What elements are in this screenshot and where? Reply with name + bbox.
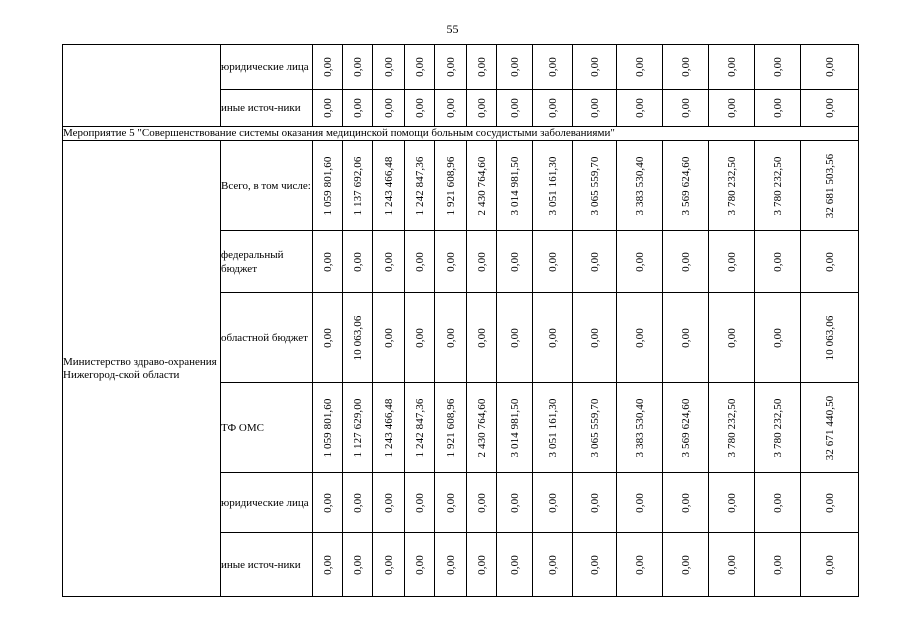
value-cell [373, 293, 405, 383]
value-text: 0,00 [633, 327, 646, 348]
value-text: 1 242 847,36 [413, 398, 426, 457]
value-cell [497, 383, 533, 473]
value-text: 0,00 [321, 251, 334, 272]
value-cell [801, 231, 859, 293]
value-cell [435, 90, 467, 127]
value-text: 0,00 [588, 554, 601, 575]
value-cell [467, 473, 497, 533]
value-text: 3 780 232,50 [725, 398, 738, 457]
value-text: 0,00 [444, 57, 457, 77]
value-cell [709, 473, 755, 533]
value-text: 0,00 [546, 492, 559, 513]
value-text: 2 430 764,60 [475, 398, 488, 457]
value-text: 0,00 [771, 98, 784, 118]
value-cell [573, 383, 617, 473]
value-text: 0,00 [679, 327, 692, 348]
value-text: 0,00 [475, 327, 488, 348]
value-text: 0,00 [546, 98, 559, 118]
activity-title: Мероприятие 5 "Совершенствование системы оказания медицинской помощи больным сосудистыми заболеваниями" [63, 127, 859, 141]
value-text: 0,00 [413, 554, 426, 575]
value-text: 0,00 [771, 57, 784, 77]
organization-cell: Министерство здраво-охранения Нижегород-ской области [63, 141, 221, 597]
funding-table [62, 44, 859, 597]
source-cell: юридические лица [221, 473, 313, 533]
value-cell [617, 90, 663, 127]
value-text: 0,00 [823, 492, 836, 513]
value-cell [313, 293, 343, 383]
value-text: 0,00 [382, 57, 395, 77]
value-cell [801, 45, 859, 90]
value-cell [709, 533, 755, 597]
value-text: 0,00 [633, 554, 646, 575]
value-cell [405, 533, 435, 597]
value-text: 0,00 [413, 492, 426, 513]
table-row [63, 45, 859, 90]
value-cell [755, 293, 801, 383]
value-text: 0,00 [588, 492, 601, 513]
source-cell: Всего, в том числе: [221, 141, 313, 231]
value-cell [755, 90, 801, 127]
value-text: 0,00 [823, 251, 836, 272]
value-cell [373, 141, 405, 231]
value-text: 0,00 [321, 492, 334, 513]
value-text: 0,00 [771, 492, 784, 513]
value-text: 0,00 [351, 492, 364, 513]
value-text: 0,00 [546, 327, 559, 348]
value-text: 0,00 [679, 251, 692, 272]
value-cell [467, 383, 497, 473]
value-cell [373, 533, 405, 597]
value-cell [663, 90, 709, 127]
value-text: 0,00 [508, 492, 521, 513]
value-text: 0,00 [444, 98, 457, 118]
value-text: 0,00 [546, 251, 559, 272]
value-text: 0,00 [546, 554, 559, 575]
value-text: 0,00 [588, 251, 601, 272]
value-text: 0,00 [508, 57, 521, 77]
value-cell [373, 383, 405, 473]
value-text: 0,00 [823, 98, 836, 118]
value-text: 0,00 [475, 492, 488, 513]
value-cell [617, 533, 663, 597]
value-text: 32 681 503,56 [823, 153, 836, 218]
value-text: 0,00 [679, 57, 692, 77]
value-cell [435, 141, 467, 231]
value-cell [435, 293, 467, 383]
value-cell [801, 141, 859, 231]
value-cell [373, 45, 405, 90]
value-cell [533, 141, 573, 231]
value-text: 3 383 530,40 [633, 398, 646, 457]
value-cell [467, 45, 497, 90]
value-cell [497, 533, 533, 597]
value-cell [573, 293, 617, 383]
value-text: 1 921 608,96 [444, 398, 457, 457]
value-text: 0,00 [633, 98, 646, 118]
value-cell [313, 473, 343, 533]
value-cell [533, 90, 573, 127]
value-cell [533, 473, 573, 533]
value-text: 0,00 [725, 492, 738, 513]
value-text: 10 063,06 [823, 315, 836, 360]
value-cell [533, 45, 573, 90]
value-cell [373, 90, 405, 127]
value-text: 0,00 [588, 98, 601, 118]
value-text: 0,00 [588, 57, 601, 77]
value-cell [313, 383, 343, 473]
source-cell: юридические лица [221, 45, 313, 90]
value-cell [617, 383, 663, 473]
value-text: 0,00 [351, 57, 364, 77]
value-text: 0,00 [679, 554, 692, 575]
value-text: 0,00 [413, 327, 426, 348]
value-cell [709, 231, 755, 293]
value-cell [755, 383, 801, 473]
source-cell: иные источ-ники [221, 90, 313, 127]
value-text: 3 014 981,50 [508, 156, 521, 215]
value-cell [801, 293, 859, 383]
value-cell [405, 141, 435, 231]
value-text: 0,00 [823, 57, 836, 77]
value-text: 3 569 624,60 [679, 398, 692, 457]
value-cell [755, 45, 801, 90]
value-text: 0,00 [508, 251, 521, 272]
value-text: 0,00 [725, 327, 738, 348]
value-cell [533, 383, 573, 473]
value-text: 32 671 440,50 [823, 395, 836, 460]
value-cell [755, 473, 801, 533]
value-cell [497, 45, 533, 90]
value-text: 0,00 [382, 251, 395, 272]
value-text: 0,00 [475, 554, 488, 575]
value-cell [343, 45, 373, 90]
value-cell [573, 231, 617, 293]
value-cell [343, 473, 373, 533]
value-cell [617, 45, 663, 90]
value-text: 0,00 [321, 98, 334, 118]
value-cell [709, 90, 755, 127]
value-cell [709, 383, 755, 473]
value-text: 3 051 161,30 [546, 398, 559, 457]
value-text: 1 242 847,36 [413, 156, 426, 215]
value-text: 1 921 608,96 [444, 156, 457, 215]
value-cell [663, 383, 709, 473]
value-text: 3 780 232,50 [771, 398, 784, 457]
source-cell: областной бюджет [221, 293, 313, 383]
value-text: 0,00 [633, 57, 646, 77]
value-text: 3 383 530,40 [633, 156, 646, 215]
value-text: 0,00 [444, 251, 457, 272]
value-cell [313, 141, 343, 231]
value-cell [373, 231, 405, 293]
value-cell [343, 383, 373, 473]
value-text: 0,00 [725, 98, 738, 118]
organization-cell [63, 45, 221, 127]
value-cell [573, 473, 617, 533]
value-cell [663, 141, 709, 231]
value-text: 0,00 [725, 251, 738, 272]
value-cell [467, 90, 497, 127]
value-text: 0,00 [771, 251, 784, 272]
value-cell [663, 473, 709, 533]
value-cell [435, 383, 467, 473]
value-text: 0,00 [444, 327, 457, 348]
value-text: 0,00 [321, 554, 334, 575]
value-text: 0,00 [321, 327, 334, 348]
value-text: 0,00 [508, 327, 521, 348]
value-cell [435, 45, 467, 90]
value-cell [663, 231, 709, 293]
value-cell [467, 141, 497, 231]
value-cell [755, 231, 801, 293]
value-text: 0,00 [546, 57, 559, 77]
value-cell [467, 533, 497, 597]
value-cell [573, 90, 617, 127]
value-text: 3 065 559,70 [588, 156, 601, 215]
value-text: 0,00 [679, 98, 692, 118]
value-cell [343, 141, 373, 231]
value-cell [405, 293, 435, 383]
value-cell [497, 473, 533, 533]
value-cell [573, 141, 617, 231]
value-cell [533, 231, 573, 293]
value-cell [573, 45, 617, 90]
value-cell [373, 473, 405, 533]
value-text: 1 059 801,60 [321, 156, 334, 215]
table-row [63, 141, 859, 231]
source-cell: иные источ-ники [221, 533, 313, 597]
value-text: 3 065 559,70 [588, 398, 601, 457]
value-cell [573, 533, 617, 597]
value-text: 0,00 [725, 554, 738, 575]
page-number: 55 [446, 22, 459, 36]
value-cell [405, 473, 435, 533]
value-cell [313, 533, 343, 597]
value-text: 0,00 [475, 57, 488, 77]
value-text: 0,00 [444, 492, 457, 513]
value-text: 0,00 [413, 98, 426, 118]
value-cell [405, 383, 435, 473]
value-text: 0,00 [508, 98, 521, 118]
value-cell [533, 293, 573, 383]
value-text: 0,00 [351, 251, 364, 272]
value-text: 0,00 [679, 492, 692, 513]
value-text: 0,00 [351, 98, 364, 118]
value-cell [467, 231, 497, 293]
value-cell [801, 473, 859, 533]
activity-row [63, 127, 859, 141]
value-text: 0,00 [823, 554, 836, 575]
value-text: 10 063,06 [351, 315, 364, 360]
value-text: 1 059 801,60 [321, 398, 334, 457]
value-cell [343, 533, 373, 597]
value-text: 0,00 [413, 251, 426, 272]
value-cell [497, 141, 533, 231]
value-text: 0,00 [382, 327, 395, 348]
value-text: 1 243 466,48 [382, 398, 395, 457]
value-cell [617, 231, 663, 293]
value-cell [313, 231, 343, 293]
value-cell [497, 231, 533, 293]
value-cell [343, 231, 373, 293]
value-cell [497, 90, 533, 127]
value-text: 0,00 [444, 554, 457, 575]
value-text: 0,00 [475, 251, 488, 272]
value-text: 0,00 [771, 327, 784, 348]
value-cell [435, 231, 467, 293]
value-cell [533, 533, 573, 597]
value-cell [663, 45, 709, 90]
value-cell [709, 141, 755, 231]
value-text: 1 243 466,48 [382, 156, 395, 215]
value-text: 0,00 [633, 251, 646, 272]
value-text: 1 137 692,06 [351, 156, 364, 215]
source-cell: федеральный бюджет [221, 231, 313, 293]
value-text: 0,00 [475, 98, 488, 118]
value-cell [405, 90, 435, 127]
value-cell [435, 533, 467, 597]
value-cell [801, 90, 859, 127]
value-text: 3 569 624,60 [679, 156, 692, 215]
value-cell [435, 473, 467, 533]
value-cell [405, 45, 435, 90]
value-text: 3 780 232,50 [725, 156, 738, 215]
value-text: 0,00 [321, 57, 334, 77]
value-text: 3 014 981,50 [508, 398, 521, 457]
value-text: 2 430 764,60 [475, 156, 488, 215]
value-text: 0,00 [725, 57, 738, 77]
value-text: 3 780 232,50 [771, 156, 784, 215]
value-text: 0,00 [382, 492, 395, 513]
value-text: 0,00 [382, 554, 395, 575]
value-cell [755, 533, 801, 597]
value-text: 1 127 629,00 [351, 398, 364, 457]
source-cell: ТФ ОМС [221, 383, 313, 473]
value-cell [313, 45, 343, 90]
value-cell [405, 231, 435, 293]
value-cell [617, 473, 663, 533]
value-cell [663, 533, 709, 597]
value-cell [709, 293, 755, 383]
value-cell [343, 293, 373, 383]
value-text: 0,00 [588, 327, 601, 348]
value-cell [343, 90, 373, 127]
value-cell [663, 293, 709, 383]
value-text: 0,00 [771, 554, 784, 575]
value-cell [313, 90, 343, 127]
value-cell [709, 45, 755, 90]
value-cell [801, 383, 859, 473]
value-cell [497, 293, 533, 383]
value-text: 0,00 [351, 554, 364, 575]
value-text: 0,00 [633, 492, 646, 513]
value-text: 0,00 [413, 57, 426, 77]
value-cell [617, 293, 663, 383]
value-cell [755, 141, 801, 231]
value-cell [467, 293, 497, 383]
value-text: 3 051 161,30 [546, 156, 559, 215]
value-text: 0,00 [508, 554, 521, 575]
value-text: 0,00 [382, 98, 395, 118]
value-cell [617, 141, 663, 231]
value-cell [801, 533, 859, 597]
